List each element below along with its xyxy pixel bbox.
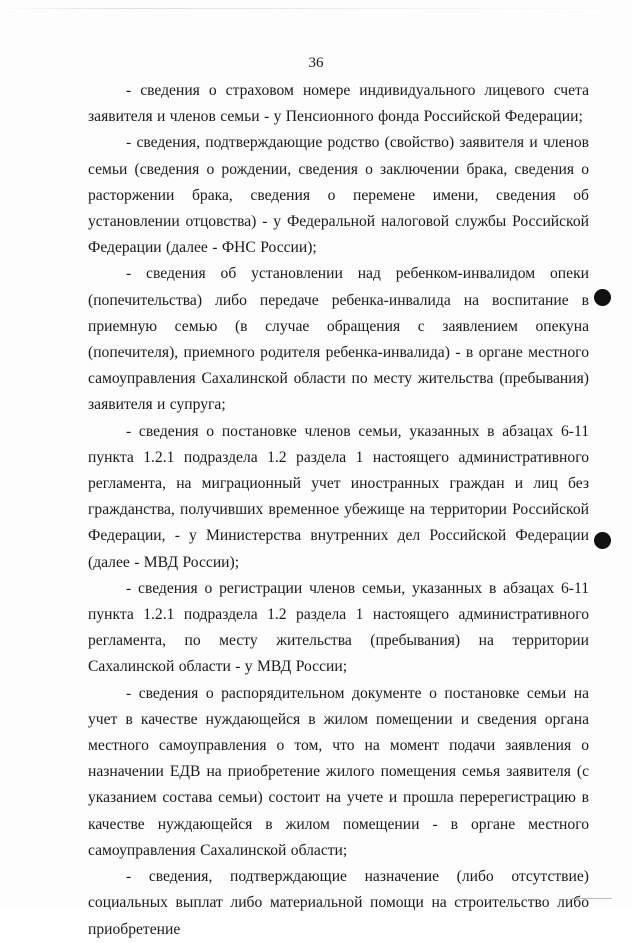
punch-hole-mark bbox=[594, 532, 611, 549]
paragraph-insurance-number: - сведения о страховом номере индивидуального лицевого счета заявителя и членов семьи - у Пенсионного фонда Российской Федерации; bbox=[88, 82, 589, 126]
scan-edge-top bbox=[0, 8, 632, 9]
paragraph-migration-registration: - сведения о постановке членов семьи, указанных в абзацах 6-11 пункта 1.2.1 подраздела 1.2 раздела 1 настоящего административного регламента, на миграционный учет иностранных граждан и лиц без гражданства, получивших временное убежище на территории Российской Федерации, - у Министерства внутренних дел Российской Федерации (далее - МВД России); bbox=[88, 422, 589, 571]
punch-hole-mark bbox=[594, 289, 611, 306]
paragraph-kinship: - сведения, подтверждающие родство (свойство) заявителя и членов семьи (сведения о рождении, сведения о заключении брака, сведения о расторжении брака, сведения о перемене имени, сведения об установлении отцовства) - у Федеральной налоговой службы Российской Федерации (далее - ФНС России); bbox=[88, 134, 589, 257]
page-number: 36 bbox=[308, 55, 324, 71]
paragraph-guardianship: - сведения об установлении над ребенком-инвалидом опеки (попечительства) либо передаче ребенка-инвалида на воспитание в приемную семью (в случае обращения с заявлением опекуна (попечителя), приемного родителя ребенка-инвалида) - в органе местного самоуправления Сахалинской области по месту жительства (пребывания) заявителя и супруга; bbox=[88, 265, 589, 414]
paragraph-social-payments: - сведения, подтверждающие назначение (либо отсутствие) социальных выплат либо материальной помощи на строительство либо приобретение bbox=[88, 868, 589, 938]
paragraph-residence-registration: - сведения о регистрации членов семьи, указанных в абзацах 6-11 пункта 1.2.1 подраздела 1.2 раздела 1 настоящего административного регламента, по месту жительства (пребывания) на территории Сахалинской области - у МВД России; bbox=[88, 579, 589, 676]
paragraph-housing-queue: - сведения о распорядительном документе о постановке семьи на учет в качестве нуждающейся в жилом помещении и сведения органа местного самоуправления о том, что на момент подачи заявления о назначении ЕДВ на приобретение жилого помещения семья заявителя (с указанием состава семьи) состоит на учете и прошла перерегистрацию в качестве нуждающейся в жилом помещении - в органе местного самоуправления Сахалинской области; bbox=[88, 684, 589, 859]
document-body bbox=[88, 78, 589, 943]
scan-edge-bottom bbox=[572, 898, 612, 899]
